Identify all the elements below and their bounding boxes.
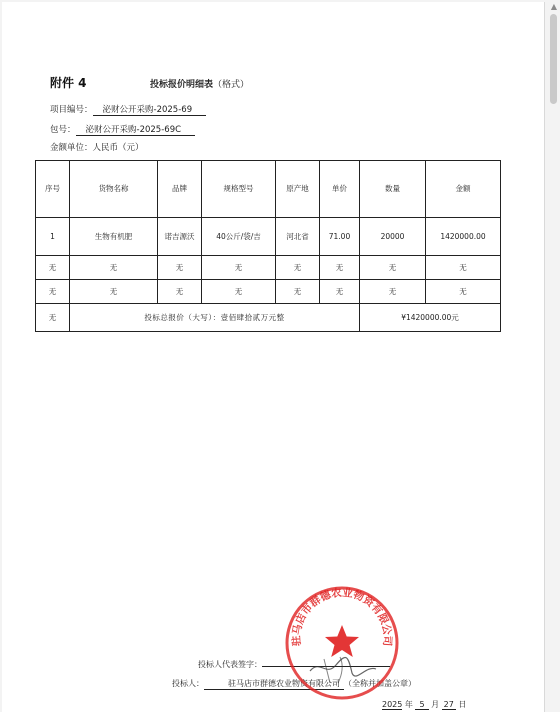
table-cell: 无 — [70, 256, 158, 280]
table-cell: 20000 — [360, 218, 426, 256]
scroll-up-arrow-icon[interactable]: ▲ — [550, 2, 557, 11]
title-text: 投标报价明细表 — [150, 80, 214, 90]
table-cell: 无 — [276, 256, 320, 280]
table-cell: 无 — [158, 256, 202, 280]
table-cell: 无 — [202, 280, 276, 304]
table-row — [36, 218, 501, 256]
year-label: 年 — [404, 700, 413, 709]
header-cell: 数量 — [360, 161, 426, 218]
currency-line — [50, 141, 144, 153]
quote-detail-table — [35, 160, 501, 332]
table-cell: 无 — [320, 256, 360, 280]
table-cell: 无 — [158, 280, 202, 304]
project-number-value: 泌财公开采购-2025-69 — [93, 103, 207, 116]
table-cell: 河北省 — [276, 218, 320, 256]
package-number-value: 泌财公开采购-2025-69C — [76, 123, 196, 136]
header-cell: 品牌 — [158, 161, 202, 218]
table-cell: 无 — [202, 256, 276, 280]
header-cell: 原产地 — [276, 161, 320, 218]
header-cell: 规格型号 — [202, 161, 276, 218]
table-cell: 无 — [426, 280, 501, 304]
table-header-row — [36, 161, 501, 218]
package-number-label: 包号： — [50, 125, 76, 135]
table-cell: 40公斤/袋/吉 — [202, 218, 276, 256]
table-cell: 生物有机肥 — [70, 218, 158, 256]
bidder-label: 投标人： — [172, 679, 204, 688]
table-cell: 无 — [36, 280, 70, 304]
table-cell: 1420000.00 — [426, 218, 501, 256]
seal-note: （全称并加盖公章） — [344, 679, 416, 688]
table-cell: 无 — [360, 256, 426, 280]
currency-label: 金额单位： — [50, 143, 93, 153]
header-cell: 金额 — [426, 161, 501, 218]
scrollbar-thumb[interactable] — [550, 14, 557, 104]
table-cell: 无 — [70, 280, 158, 304]
bidder-name: 驻马店市群德农业物资有限公司 — [204, 678, 344, 690]
table-cell: 71.00 — [320, 218, 360, 256]
project-number-label: 项目编号： — [50, 105, 93, 115]
date-day: 27 — [443, 700, 454, 709]
table-cell: 无 — [36, 256, 70, 280]
header-cell: 序号 — [36, 161, 70, 218]
table-cell: 无 — [320, 280, 360, 304]
representative-label: 投标人代表签字： — [198, 660, 262, 669]
project-number-line — [50, 103, 206, 116]
seal-star-icon — [325, 625, 359, 657]
month-label: 月 — [431, 700, 440, 709]
company-seal — [284, 585, 400, 701]
table-cell: 诺吉源沃 — [158, 218, 202, 256]
table-row — [36, 280, 501, 304]
summary-index-cell: 无 — [36, 304, 70, 332]
document-page — [2, 2, 545, 712]
table-cell: 无 — [276, 280, 320, 304]
table-row — [36, 256, 501, 280]
seal-text: 驻马店市群德农业物资有限公司 — [290, 586, 394, 647]
vertical-scrollbar[interactable] — [546, 0, 560, 712]
title-format-note: （格式） — [213, 80, 250, 90]
table-cell: 1 — [36, 218, 70, 256]
handwritten-signature — [310, 657, 376, 676]
date-month: 5 — [415, 700, 428, 710]
document-title — [150, 77, 249, 90]
total-in-words-cell: 投标总报价（大写）：壹佰肆拾贰万元整 — [70, 304, 360, 332]
attachment-label: 附件 4 — [50, 76, 87, 90]
package-number-line — [50, 123, 195, 136]
date-year: 2025 — [382, 700, 403, 709]
summary-row — [36, 304, 501, 332]
table-cell: 无 — [426, 256, 501, 280]
currency-value: 人民币（元） — [92, 143, 144, 153]
header-cell: 单价 — [320, 161, 360, 218]
total-amount-cell: ¥1420000.00元 — [360, 304, 501, 332]
day-label: 日 — [458, 700, 467, 709]
header-cell: 货物名称 — [70, 161, 158, 218]
table-cell: 无 — [360, 280, 426, 304]
